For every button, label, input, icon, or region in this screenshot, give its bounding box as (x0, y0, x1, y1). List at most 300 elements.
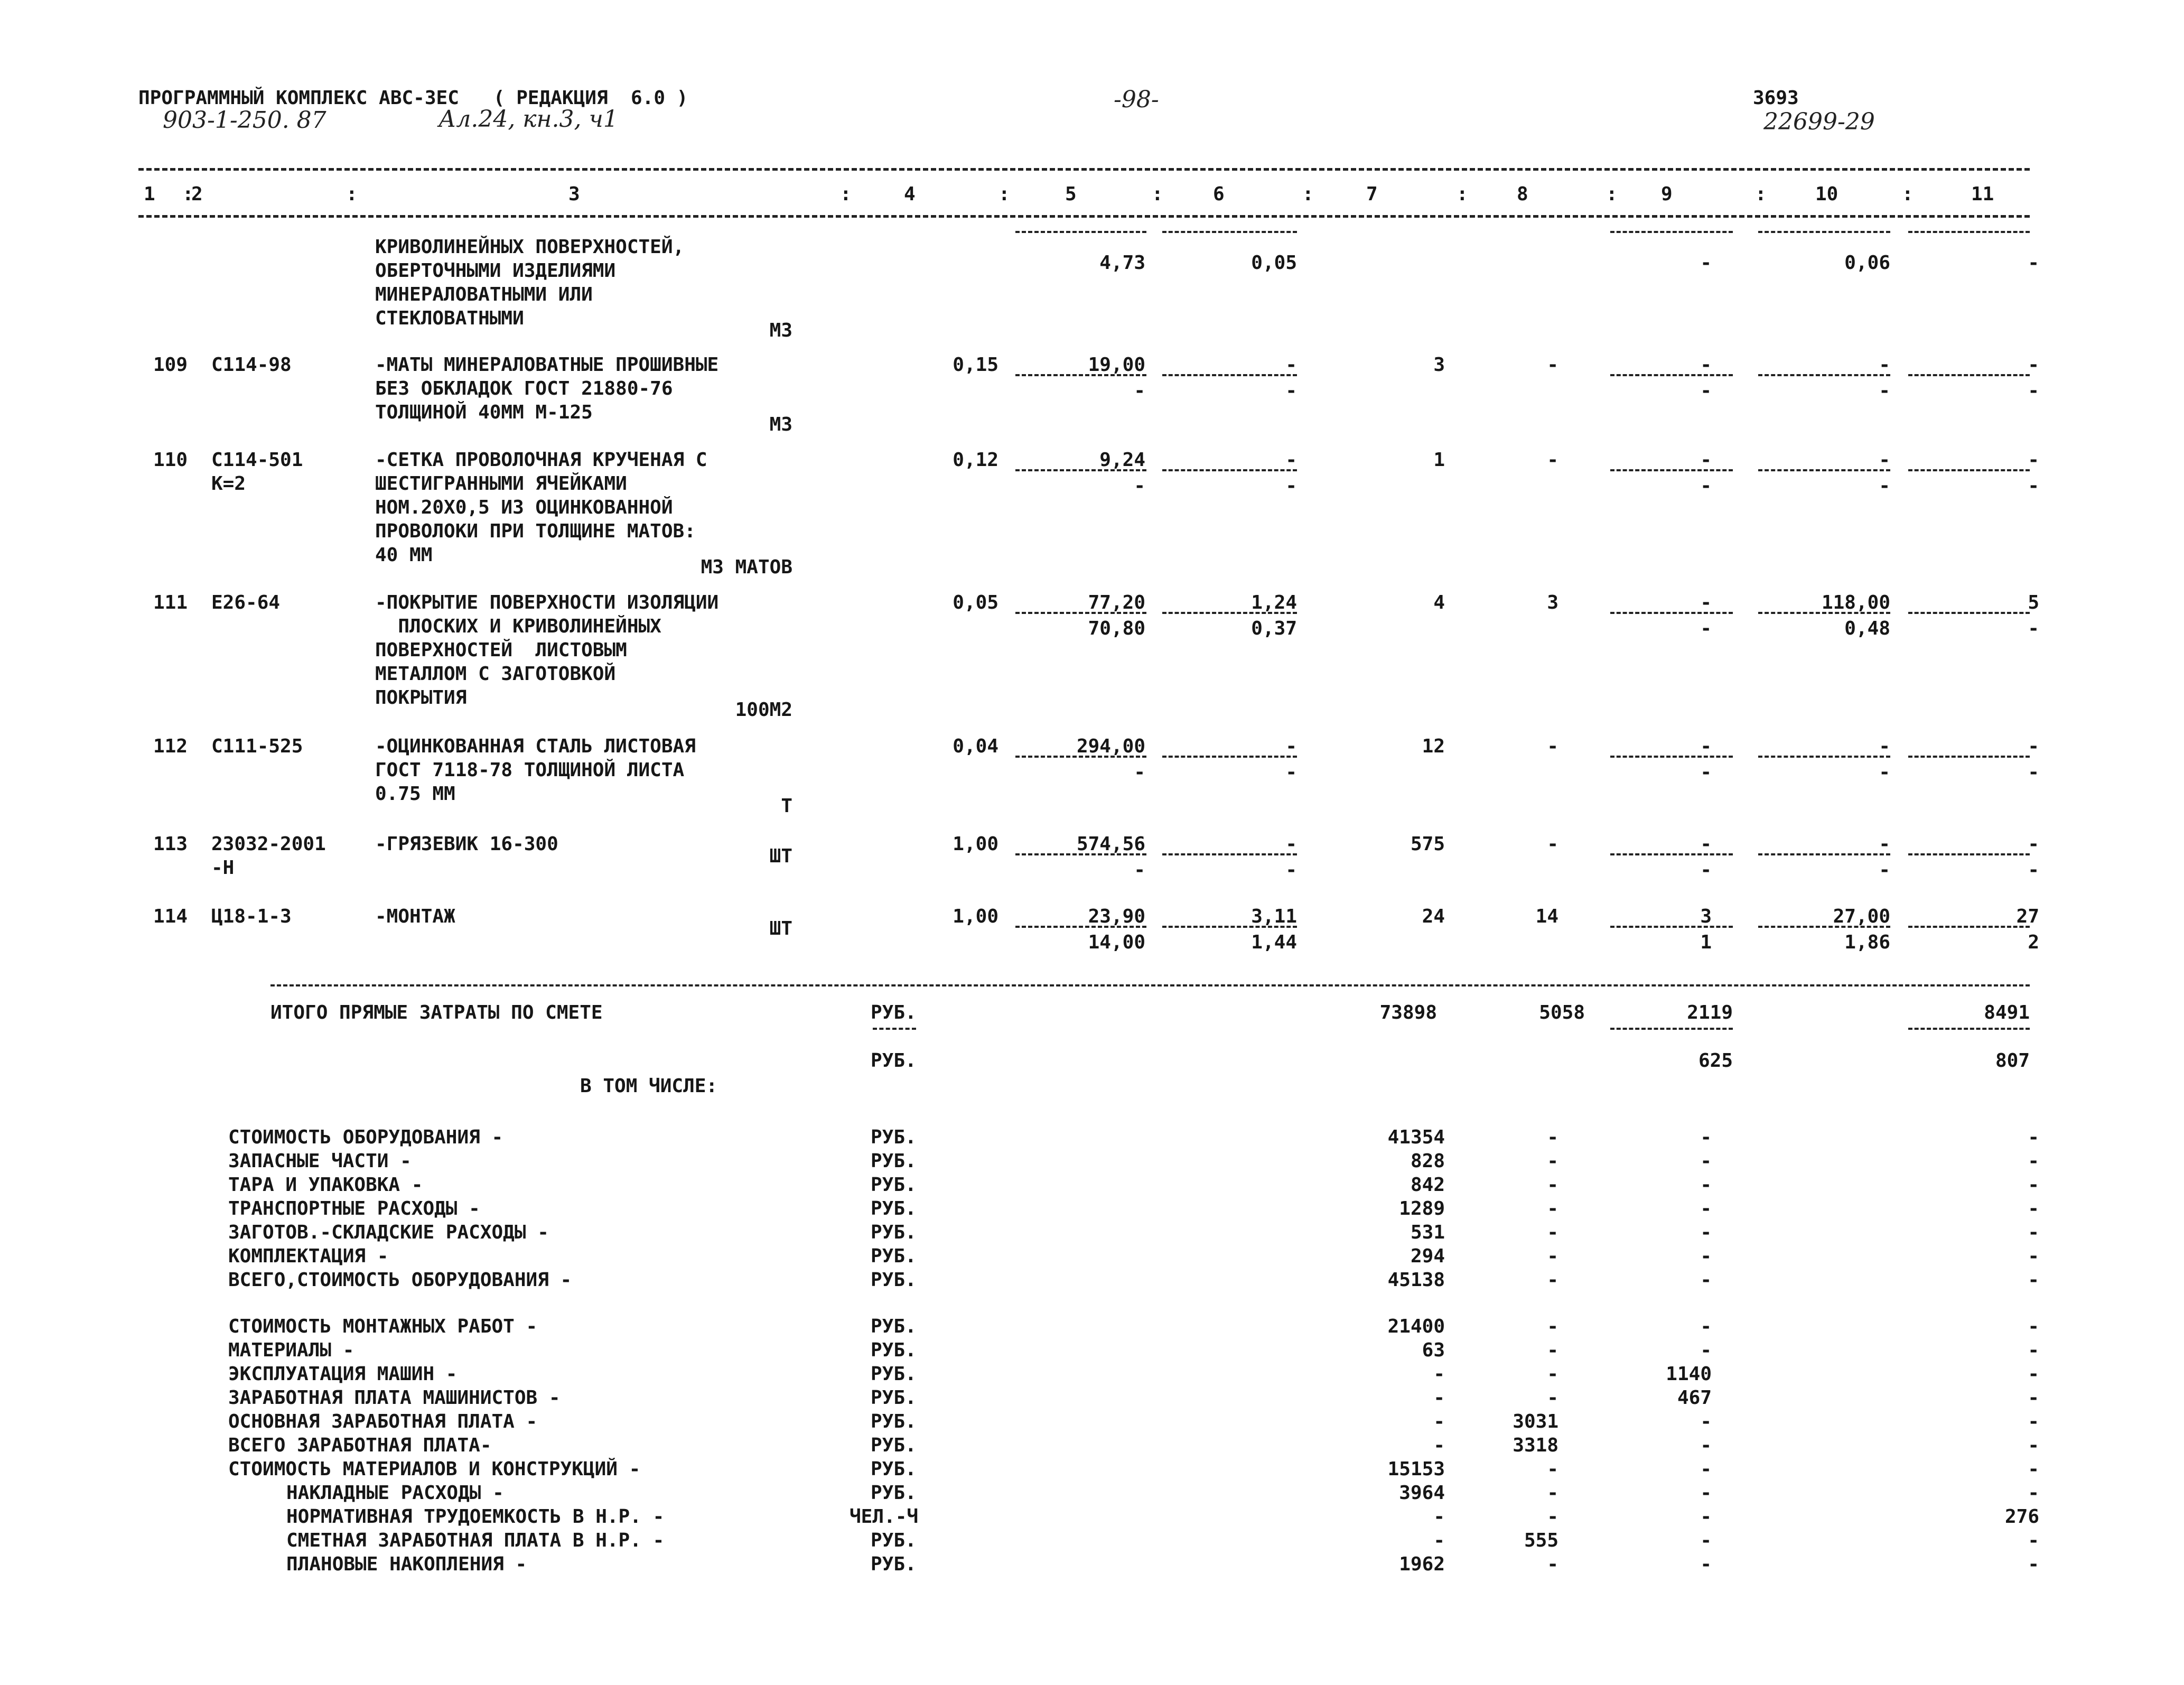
totals-c7: 73898 (1379, 1002, 1437, 1023)
cell-c8: - (1547, 354, 1558, 376)
summary-c9: - (1700, 1530, 1712, 1551)
sub-rule-c9 (1610, 756, 1733, 758)
cell-c6: - (1285, 354, 1297, 376)
cell-c7: 12 (1422, 736, 1445, 757)
cell-c6-bottom: - (1285, 475, 1297, 497)
summary-unit: РУБ. (871, 1316, 917, 1337)
sub-rule-c11 (1908, 612, 2030, 614)
totals-c9-2: 625 (1698, 1050, 1733, 1072)
cell-c6: 3,11 (1251, 906, 1297, 927)
summary-c7: 15153 (1387, 1458, 1445, 1480)
summary-c8: - (1547, 1363, 1558, 1385)
cell-c6-bottom: 1,44 (1251, 932, 1297, 953)
column-separator: : (1755, 183, 1767, 205)
cell-c8: 3 (1547, 592, 1558, 613)
summary-c11: 276 (2004, 1506, 2039, 1528)
summary-c8: 555 (1524, 1530, 1558, 1551)
summary-c11: - (2028, 1222, 2039, 1243)
item-number: 113 (153, 833, 188, 855)
summary-c8: - (1547, 1482, 1558, 1504)
summary-c11: - (2028, 1411, 2039, 1432)
summary-c8: - (1547, 1198, 1558, 1219)
cell-c11: 27 (2016, 906, 2039, 927)
sub-rule-c9 (1610, 469, 1733, 471)
summary-c9: - (1700, 1553, 1712, 1575)
sub-rule-c6 (1162, 374, 1297, 376)
column-header-11: 11 (1971, 183, 1994, 205)
totals-unit-2: РУБ. (871, 1050, 917, 1072)
cell-c9-bottom: - (1700, 475, 1712, 497)
summary-c9: 467 (1677, 1387, 1712, 1409)
column-header-5: 5 (1065, 183, 1077, 205)
item-description: НОМ.20Х0,5 ИЗ ОЦИНКОВАННОЙ (375, 497, 673, 518)
summary-label: НОРМАТИВНАЯ ТРУДОЕМКОСТЬ В Н.Р. - (286, 1506, 665, 1528)
summary-label: ЗАРАБОТНАЯ ПЛАТА МАШИНИСТОВ - (228, 1387, 561, 1409)
totals-c11: 8491 (1984, 1002, 2030, 1023)
summary-label: ТАРА И УПАКОВКА - (228, 1174, 423, 1196)
sub-rule-c9 (1610, 926, 1733, 928)
sub-rule-c6 (1162, 926, 1297, 928)
cell-c11: - (2028, 354, 2039, 376)
item-description: ОБЕРТОЧНЫМИ ИЗДЕЛИЯМИ (375, 260, 616, 282)
summary-label: СТОИМОСТЬ МОНТАЖНЫХ РАБОТ - (228, 1316, 538, 1337)
summary-c8: - (1547, 1174, 1558, 1196)
item-unit: ШТ (769, 845, 792, 867)
item-number: 109 (153, 354, 188, 376)
item-description: МЕТАЛЛОМ С ЗАГОТОВКОЙ (375, 663, 616, 685)
cell-c5-bottom: - (1134, 859, 1145, 881)
cell-c4: 0,04 (953, 736, 998, 757)
summary-c9: - (1700, 1269, 1712, 1291)
cell-c9-bottom: - (1700, 859, 1712, 881)
item-code: С114-98 (211, 354, 292, 376)
item-description: -МАТЫ МИНЕРАЛОВАТНЫЕ ПРОШИВНЫЕ (375, 354, 719, 376)
item-code: Ц18-1-3 (211, 906, 292, 927)
column-header-4: 4 (904, 183, 916, 205)
sub-rule-c5 (1015, 231, 1146, 233)
item-code-extra: -Н (211, 857, 235, 879)
summary-c9: - (1700, 1339, 1712, 1361)
item-unit: М3 (769, 320, 792, 341)
cell-c10: - (1879, 736, 1890, 757)
cell-c9: - (1700, 592, 1712, 613)
summary-label: СТОИМОСТЬ ОБОРУДОВАНИЯ - (228, 1127, 503, 1148)
totals-c8: 5058 (1539, 1002, 1585, 1023)
cell-c11-bottom: - (2028, 475, 2039, 497)
item-description: ГОСТ 7118-78 ТОЛЩИНОЙ ЛИСТА (375, 759, 685, 781)
summary-label: ПЛАНОВЫЕ НАКОПЛЕНИЯ - (286, 1553, 527, 1575)
cell-c4: 0,05 (953, 592, 998, 613)
summary-unit: РУБ. (871, 1174, 917, 1196)
cell-c4: 1,00 (953, 906, 998, 927)
cell-c5: 77,20 (1088, 592, 1145, 613)
summary-c7: - (1433, 1411, 1445, 1432)
summary-unit: РУБ. (871, 1482, 917, 1504)
cell-c10-bottom: - (1879, 761, 1890, 783)
cell-c10: - (1879, 354, 1890, 376)
item-unit: 100М2 (735, 699, 792, 721)
summary-unit: РУБ. (871, 1458, 917, 1480)
sub-rule-c6 (1162, 231, 1297, 233)
cell-c6: - (1285, 833, 1297, 855)
summary-label: КОМПЛЕКТАЦИЯ - (228, 1245, 389, 1267)
cell-c5-bottom: - (1134, 380, 1145, 402)
cell-c10-bottom: 1,86 (1844, 932, 1890, 953)
sub-rule-c10 (1758, 469, 1890, 471)
cell-c8: - (1547, 449, 1558, 471)
item-description: КРИВОЛИНЕЙНЫХ ПОВЕРХНОСТЕЙ, (375, 236, 685, 258)
sub-rule-c6 (1162, 612, 1297, 614)
summary-c8: - (1547, 1150, 1558, 1172)
cell-c10: - (1879, 833, 1890, 855)
summary-c8: - (1547, 1269, 1558, 1291)
column-separator: : (998, 183, 1010, 205)
album-reference: Ал.24, кн.3, ч1 (438, 106, 618, 133)
cell-c5-bottom: - (1134, 761, 1145, 783)
cell-c6-bottom: 0,37 (1251, 618, 1297, 639)
summary-label: ОСНОВНАЯ ЗАРАБОТНАЯ ПЛАТА - (228, 1411, 538, 1432)
summary-c9: 1140 (1666, 1363, 1712, 1385)
cell-c4: 1,00 (953, 833, 998, 855)
totals-unit: РУБ. (871, 1002, 917, 1023)
summary-unit: РУБ. (871, 1127, 917, 1148)
page-number: -98- (1114, 86, 1159, 113)
cell-c11-bottom: - (2028, 252, 2039, 274)
item-description: -СЕТКА ПРОВОЛОЧНАЯ КРУЧЕНАЯ С (375, 449, 707, 471)
cell-c11: - (2028, 736, 2039, 757)
item-code: 23032-2001 (211, 833, 326, 855)
sub-rule-c5 (1015, 374, 1146, 376)
cell-c6-bottom: - (1285, 761, 1297, 783)
item-description: -ГРЯЗЕВИК 16-300 (375, 833, 558, 855)
totals-rule (270, 984, 2030, 986)
cell-c8: 14 (1535, 906, 1558, 927)
cell-c7: 24 (1422, 906, 1445, 927)
summary-c8: 3031 (1513, 1411, 1558, 1432)
summary-c11: - (2028, 1127, 2039, 1148)
summary-label: ЗАПАСНЫЕ ЧАСТИ - (228, 1150, 412, 1172)
document-number: 22699-29 (1763, 108, 1875, 135)
summary-c9: - (1700, 1435, 1712, 1456)
summary-unit: РУБ. (871, 1435, 917, 1456)
summary-c9: - (1700, 1316, 1712, 1337)
totals-label: ИТОГО ПРЯМЫЕ ЗАТРАТЫ ПО СМЕТЕ (270, 1002, 603, 1023)
item-code: Е26-64 (211, 592, 281, 613)
summary-c8: - (1547, 1458, 1558, 1480)
summary-c9: - (1700, 1411, 1712, 1432)
item-description: 0.75 ММ (375, 783, 455, 805)
column-header-3: 3 (568, 183, 580, 205)
summary-c7: 842 (1410, 1174, 1445, 1196)
including-heading: В ТОМ ЧИСЛЕ: (580, 1075, 718, 1097)
summary-unit: РУБ. (871, 1222, 917, 1243)
summary-c11: - (2028, 1435, 2039, 1456)
summary-c7: 1289 (1399, 1198, 1445, 1219)
item-description: БЕЗ ОБКЛАДОК ГОСТ 21880-76 (375, 378, 673, 399)
sub-rule-c11 (1908, 756, 2030, 758)
summary-unit: РУБ. (871, 1269, 917, 1291)
column-header-10: 10 (1815, 183, 1838, 205)
summary-c7: - (1433, 1387, 1445, 1409)
column-separator: : (346, 183, 358, 205)
summary-c8: 3318 (1513, 1435, 1558, 1456)
summary-c11: - (2028, 1174, 2039, 1196)
program-title: ПРОГРАММНЫЙ КОМПЛЕКС АВС-3ЕС ( РЕДАКЦИЯ 6.0 ) (138, 87, 688, 109)
cell-c6: - (1285, 736, 1297, 757)
summary-c7: - (1433, 1506, 1445, 1528)
cell-c5-bottom: 4,73 (1099, 252, 1145, 274)
summary-c8: - (1547, 1222, 1558, 1243)
sub-rule-c9 (1610, 231, 1733, 233)
item-number: 112 (153, 736, 188, 757)
cell-c10: 27,00 (1833, 906, 1890, 927)
cell-c10-bottom: 0,06 (1844, 252, 1890, 274)
sub-rule-c10 (1758, 374, 1890, 376)
summary-c11: - (2028, 1245, 2039, 1267)
cell-c9: - (1700, 354, 1712, 376)
cell-c4: 0,15 (953, 354, 998, 376)
cell-c10: 118,00 (1821, 592, 1890, 613)
summary-unit: ЧЕЛ.-Ч (850, 1506, 919, 1528)
item-description: СТЕКЛОВАТНЫМИ (375, 308, 524, 329)
sub-rule-c10 (1758, 231, 1890, 233)
summary-label: ВСЕГО ЗАРАБОТНАЯ ПЛАТА- (228, 1435, 492, 1456)
column-header-9: 9 (1661, 183, 1673, 205)
cell-c7: 3 (1433, 354, 1445, 376)
summary-c7: 1962 (1399, 1553, 1445, 1575)
sub-rule-c11 (1908, 231, 2030, 233)
totals-c9: 2119 (1687, 1002, 1733, 1023)
summary-c9: - (1700, 1150, 1712, 1172)
cell-c9-bottom: - (1700, 618, 1712, 639)
cell-c5: 9,24 (1099, 449, 1145, 471)
column-separator: : (1606, 183, 1618, 205)
summary-unit: РУБ. (871, 1150, 917, 1172)
cell-c9: 3 (1700, 906, 1712, 927)
summary-unit: РУБ. (871, 1553, 917, 1575)
item-number: 110 (153, 449, 188, 471)
summary-c7: 41354 (1387, 1127, 1445, 1148)
column-separator: : (840, 183, 852, 205)
item-number: 111 (153, 592, 188, 613)
summary-c7: 21400 (1387, 1316, 1445, 1337)
item-description: МИНЕРАЛОВАТНЫМИ ИЛИ (375, 284, 593, 305)
sub-rule-c9 (1610, 612, 1733, 614)
item-description: ШЕСТИГРАННЫМИ ЯЧЕЙКАМИ (375, 473, 627, 495)
cell-c9: - (1700, 833, 1712, 855)
summary-c8: - (1547, 1553, 1558, 1575)
sub-rule-c10 (1758, 612, 1890, 614)
cell-c11-bottom: - (2028, 761, 2039, 783)
summary-c7: 3964 (1399, 1482, 1445, 1504)
item-description: ПЛОСКИХ И КРИВОЛИНЕЙНЫХ (375, 616, 661, 637)
summary-c8: - (1547, 1506, 1558, 1528)
summary-label: НАКЛАДНЫЕ РАСХОДЫ - (286, 1482, 504, 1504)
item-description: 40 ММ (375, 544, 433, 566)
sub-rule-c10 (1758, 926, 1890, 928)
cell-c10-bottom: 0,48 (1844, 618, 1890, 639)
item-code: С111-525 (211, 736, 303, 757)
summary-label: СТОИМОСТЬ МАТЕРИАЛОВ И КОНСТРУКЦИЙ - (228, 1458, 641, 1480)
cell-c5: 23,90 (1088, 906, 1145, 927)
column-header-8: 8 (1517, 183, 1528, 205)
cell-c11-bottom: - (2028, 859, 2039, 881)
summary-unit: РУБ. (871, 1198, 917, 1219)
summary-c8: - (1547, 1245, 1558, 1267)
sub-rule-c11 (1908, 374, 2030, 376)
cell-c10-bottom: - (1879, 380, 1890, 402)
cell-c11-bottom: - (2028, 380, 2039, 402)
summary-c8: - (1547, 1339, 1558, 1361)
column-separator: : (1152, 183, 1163, 205)
cell-c9-bottom: - (1700, 380, 1712, 402)
summary-c11: - (2028, 1150, 2039, 1172)
item-code-extra: К=2 (211, 473, 246, 495)
item-description: -ОЦИНКОВАННАЯ СТАЛЬ ЛИСТОВАЯ (375, 736, 696, 757)
summary-c11: - (2028, 1458, 2039, 1480)
column-separator: : (182, 183, 194, 205)
cell-c6-bottom: - (1285, 859, 1297, 881)
summary-c7: - (1433, 1363, 1445, 1385)
project-code: 903-1-250. 87 (163, 107, 326, 134)
item-code: С114-501 (211, 449, 303, 471)
cell-c11: - (2028, 449, 2039, 471)
summary-c11: - (2028, 1363, 2039, 1385)
summary-c11: - (2028, 1387, 2039, 1409)
sub-rule-c9 (1610, 374, 1733, 376)
item-unit: М3 (769, 414, 792, 435)
summary-label: ВСЕГО,СТОИМОСТЬ ОБОРУДОВАНИЯ - (228, 1269, 572, 1291)
summary-c9: - (1700, 1127, 1712, 1148)
summary-c9: - (1700, 1245, 1712, 1267)
column-separator: : (1457, 183, 1468, 205)
cell-c5: 19,00 (1088, 354, 1145, 376)
cell-c11: - (2028, 833, 2039, 855)
summary-c8: - (1547, 1316, 1558, 1337)
column-header-7: 7 (1366, 183, 1378, 205)
header-rule-top (138, 168, 2030, 171)
sub-rule-c5 (1015, 469, 1146, 471)
cell-c8: - (1547, 833, 1558, 855)
summary-c7: 45138 (1387, 1269, 1445, 1291)
cell-c7: 575 (1410, 833, 1445, 855)
summary-c7: 63 (1422, 1339, 1445, 1361)
totals-unit-dash (873, 1028, 916, 1030)
totals-c9-dash (1610, 1028, 1733, 1030)
column-header-1: 1 (144, 183, 155, 205)
item-number: 114 (153, 906, 188, 927)
summary-c11: - (2028, 1198, 2039, 1219)
cell-c4: 0,12 (953, 449, 998, 471)
column-separator: : (1302, 183, 1314, 205)
sub-rule-c6 (1162, 756, 1297, 758)
cell-c8: - (1547, 736, 1558, 757)
sub-rule-c10 (1758, 853, 1890, 855)
item-unit: ШТ (769, 918, 792, 939)
summary-c11: - (2028, 1530, 2039, 1551)
cell-c5-bottom: 14,00 (1088, 932, 1145, 953)
column-header-6: 6 (1213, 183, 1225, 205)
document-number-top: 3693 (1753, 87, 1799, 109)
cell-c5-bottom: - (1134, 475, 1145, 497)
item-unit: Т (781, 795, 792, 817)
sub-rule-c10 (1758, 756, 1890, 758)
summary-c9: - (1700, 1222, 1712, 1243)
item-description: ПРОВОЛОКИ ПРИ ТОЛЩИНЕ МАТОВ: (375, 520, 696, 542)
summary-label: ЗАГОТОВ.-СКЛАДСКИЕ РАСХОДЫ - (228, 1222, 549, 1243)
cell-c6-bottom: 0,05 (1251, 252, 1297, 274)
sub-rule-c9 (1610, 853, 1733, 855)
summary-unit: РУБ. (871, 1387, 917, 1409)
cell-c11-bottom: 2 (2028, 932, 2039, 953)
summary-c7: 294 (1410, 1245, 1445, 1267)
cell-c7: 1 (1433, 449, 1445, 471)
cell-c11: 5 (2028, 592, 2039, 613)
summary-c11: - (2028, 1269, 2039, 1291)
item-unit: М3 МАТОВ (701, 556, 792, 578)
header-rule-bottom (138, 215, 2030, 218)
column-header-2: 2 (191, 183, 203, 205)
summary-label: МАТЕРИАЛЫ - (228, 1339, 354, 1361)
summary-label: ТРАНСПОРТНЫЕ РАСХОДЫ - (228, 1198, 480, 1219)
summary-c9: - (1700, 1458, 1712, 1480)
summary-c9: - (1700, 1198, 1712, 1219)
cell-c10-bottom: - (1879, 859, 1890, 881)
summary-label: ЭКСПЛУАТАЦИЯ МАШИН - (228, 1363, 458, 1385)
cell-c11-bottom: - (2028, 618, 2039, 639)
sub-rule-c5 (1015, 612, 1146, 614)
summary-unit: РУБ. (871, 1411, 917, 1432)
summary-c11: - (2028, 1553, 2039, 1575)
summary-c8: - (1547, 1387, 1558, 1409)
sub-rule-c11 (1908, 926, 2030, 928)
summary-c9: - (1700, 1482, 1712, 1504)
summary-unit: РУБ. (871, 1339, 917, 1361)
sub-rule-c11 (1908, 469, 2030, 471)
cell-c9: - (1700, 449, 1712, 471)
summary-c9: - (1700, 1506, 1712, 1528)
summary-c8: - (1547, 1127, 1558, 1148)
cell-c10-bottom: - (1879, 475, 1890, 497)
summary-unit: РУБ. (871, 1245, 917, 1267)
cell-c6: 1,24 (1251, 592, 1297, 613)
sub-rule-c6 (1162, 469, 1297, 471)
summary-c11: - (2028, 1482, 2039, 1504)
item-description: -МОНТАЖ (375, 906, 455, 927)
cell-c7: 4 (1433, 592, 1445, 613)
cell-c9-bottom: - (1700, 761, 1712, 783)
sub-rule-c5 (1015, 756, 1146, 758)
cell-c9-bottom: 1 (1700, 932, 1712, 953)
cell-c5-bottom: 70,80 (1088, 618, 1145, 639)
totals-c11-2: 807 (1995, 1050, 2030, 1072)
sub-rule-c5 (1015, 853, 1146, 855)
item-description: ТОЛЩИНОЙ 40ММ М-125 (375, 402, 593, 423)
summary-c7: - (1433, 1530, 1445, 1551)
summary-c7: 531 (1410, 1222, 1445, 1243)
summary-c7: - (1433, 1435, 1445, 1456)
sub-rule-c6 (1162, 853, 1297, 855)
sub-rule-c11 (1908, 853, 2030, 855)
item-description: ПОВЕРХНОСТЕЙ ЛИСТОВЫМ (375, 639, 627, 661)
summary-c11: - (2028, 1339, 2039, 1361)
summary-unit: РУБ. (871, 1530, 917, 1551)
cell-c9-bottom: - (1700, 252, 1712, 274)
sub-rule-c5 (1015, 926, 1146, 928)
totals-c11-dash (1908, 1028, 2030, 1030)
cell-c5: 294,00 (1076, 736, 1145, 757)
cell-c6-bottom: - (1285, 380, 1297, 402)
